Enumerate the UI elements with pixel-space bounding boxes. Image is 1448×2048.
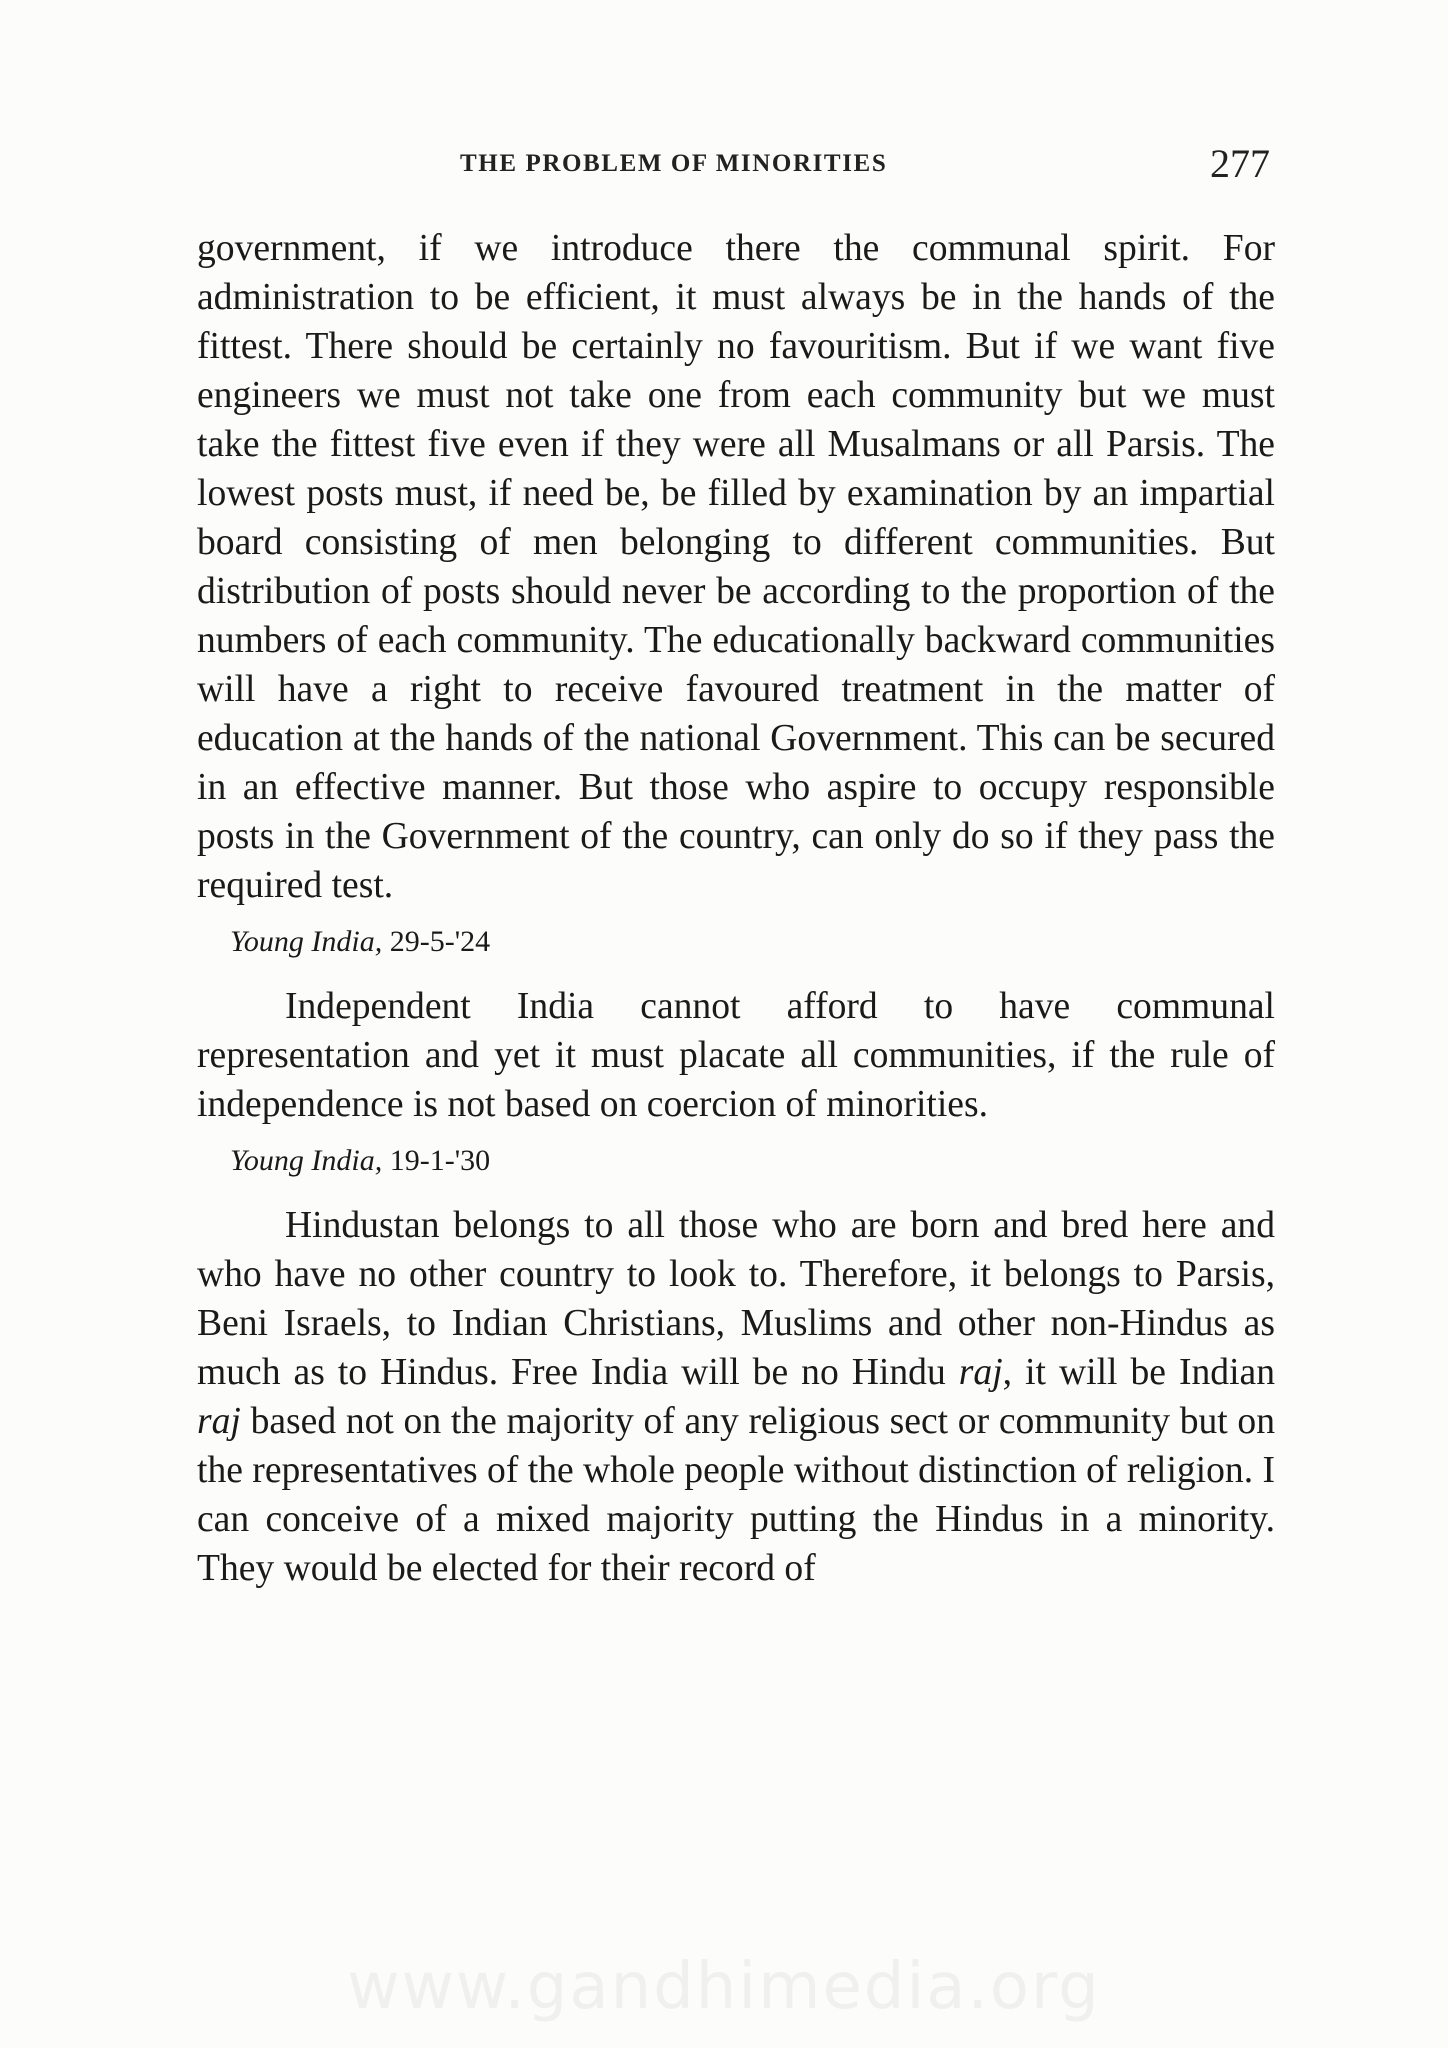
paragraph-3 [197,1201,1275,1593]
paragraph-3-part-b: , it will be Indian [1002,1352,1275,1393]
source-citation-1 [230,922,1275,962]
paragraph-3-raj-2: raj [197,1401,241,1442]
source-2-date: 19-1-'30 [389,1144,491,1177]
source-citation-2 [230,1141,1275,1181]
source-1-date: 29-5-'24 [389,925,491,958]
page-number: 277 [1210,141,1270,186]
source-2-publication: Young India, [230,1144,383,1177]
running-title: THE PROBLEM OF MINORITIES [460,150,888,177]
paragraph-3-part-c: based not on the majority of any religious sect or community but on the representatives of the whole people without distinction of religion. I can conceive of a mixed majority putting the Hindus in a minority. They would be elected for their record of [197,1401,1276,1589]
paragraph-3-part-a: Hindustan belongs to all those who are born and bred here and who have no other country to look to. Therefore, it belongs to Parsis, Beni Israels, to Indian Christians, Muslims and other non-Hindus as much as to Hindus. Free India will be no Hindu [197,1205,1275,1393]
text-block [197,224,1275,1593]
watermark: www.gandhimedia.org [347,1950,1101,2024]
paragraph-2: Independent India cannot afford to have communal representation and yet it must placate all communities, if the rule of independence is not based on coercion of minorities. [197,986,1275,1125]
source-1-publication: Young India, [230,925,383,958]
paragraph-3-raj-1: raj [958,1352,1003,1393]
paragraph-1: government, if we introduce there the communal spirit. For administration to be efficient, it must always be in the hands of the fittest. There should be certainly no favouritism. But if we want five engineers we must not take one from each community but we must take the fittest five even if they were all Musalmans or all Parsis. The lowest posts must, if need be, be filled by examination by an impartial board consisting of men belonging to different communities. But distribution of posts should never be according to the proportion of the numbers of each community. The educationally backward communities will have a right to receive favoured treatment in the matter of education at the hands of the national Government. This can be secured in an effective manner. But those who aspire to occupy responsible posts in the Government of the country, can only do so if they pass the required test. [197,228,1275,906]
